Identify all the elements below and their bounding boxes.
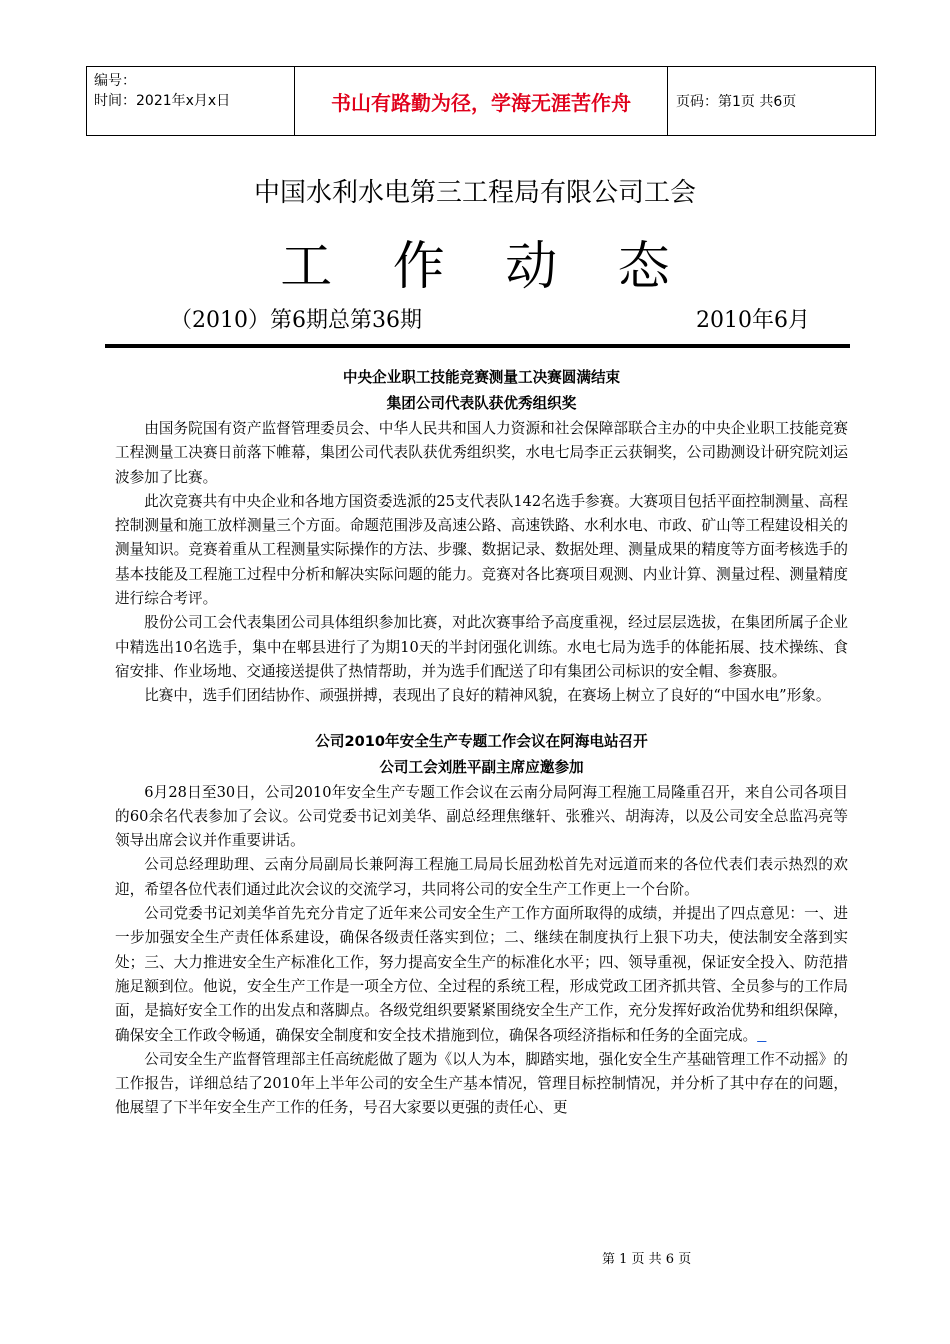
page-footer: 第 1 页 共 6 页: [602, 1252, 692, 1267]
org-title: 中国水利水电第三工程局有限公司工会: [253, 178, 696, 208]
paragraph: 6月28日至30日，公司2010年安全生产专题工作会议在云南分局阿海工程施工局隆重召开，来自公司各项目的60余名代表参加了会议。公司党委书记刘美华、副总经理焦继轩、张雅兴、胡海涛，以及公司安全总监冯亮等领导出席会议并作重要讲话。: [115, 783, 848, 850]
number-label: 编号：: [94, 73, 136, 89]
article-body: [115, 365, 848, 1121]
article-2-title: 公司2010年安全生产专题工作会议在阿海电站召开: [315, 732, 648, 750]
masthead-divider: [105, 344, 850, 348]
paragraph: 此次竞赛共有中央企业和各地方国资委选派的25支代表队142名选手参赛。大赛项目包括平面控制测量、高程控制测量和施工放样测量三个方面。命题范围涉及高速公路、高速铁路、水利水电、市政、矿山等工程建设相关的测量知识。竞赛着重从工程测量实际操作的方法、步骤、数据记录、数据处理、测量成果的精度等方面考核选手的基本技能及工程施工过程中分析和解决实际问题的能力。竞赛对各比赛项目观测、内业计算、测量过程、测量精度进行综合考评。: [115, 492, 848, 608]
article-1-title: 中央企业职工技能竞赛测量工决赛圆满结束: [342, 369, 621, 386]
text-cursor: [757, 1027, 766, 1044]
paragraph: 公司党委书记刘美华首先充分肯定了近年来公司安全生产工作方面所取得的成绩，并提出了四点意见：一、进一步加强安全生产责任体系建设，确保各级责任落实到位；二、继续在制度执行上狠下功夫，使法制安全落到实处；三、大力推进安全生产标准化工作，努力提高安全生产的标准化水平；四、领导重视，保证安全投入、防范措施足额到位。他说，安全生产工作是一项全方位、全过程的系统工程，形成党政工团齐抓共管、全员参与的工作局面，是搞好安全工作的出发点和落脚点。各级党组织要紧紧围绕安全生产工作，充分发挥好政治优势和组织保障，确保安全工作政令畅通，确保安全制度和安全技术措施到位，确保各项经济指标和任务的全面完成。: [115, 905, 848, 1044]
paragraph-with-cursor: [115, 902, 848, 1048]
masthead-title: 工 作 动 态: [280, 237, 692, 297]
article-2: [115, 729, 848, 1121]
article-1: [115, 365, 848, 709]
article-2-subtitle: 公司工会刘胜平副主席应邀参加: [379, 758, 584, 776]
header-page-info: 页码：第1页 共6页: [668, 67, 876, 136]
header-slogan: 书山有路勤为径，学海无涯苦作舟: [295, 67, 668, 136]
issue-number: （2010）第6期总第36期: [170, 308, 422, 333]
paragraph: 比赛中，选手们团结协作、顽强拼搏，表现出了良好的精神风貌，在赛场上树立了良好的“中国水电”形象。: [144, 687, 831, 705]
paragraph: 由国务院国有资产监督管理委员会、中华人民共和国人力资源和社会保障部联合主办的中央企业职工技能竞赛工程测量工决赛日前落下帷幕，集团公司代表队获优秀组织奖，水电七局李正云获铜奖，公司勘测设计研究院刘运波参加了比赛。: [115, 420, 848, 486]
paragraph: 股份公司工会代表集团公司具体组织参加比赛，对此次赛事给予高度重视，经过层层选拔，在集团所属子企业中精选出10名选手，集中在郫县进行了为期10天的半封闭强化训练。水电七局为选手的体能拓展、技术操练、食宿安排、作业场地、交通接送提供了热情帮助，并为选手们配送了印有集团公司标识的安全帽、参赛服。: [115, 614, 848, 680]
paragraph: 公司安全生产监督管理部主任高统彪做了题为《以人为本，脚踏实地，强化安全生产基础管理工作不动摇》的工作报告，详细总结了2010年上半年公司的安全生产基本情况，管理目标控制情况，并分析了其中存在的问题，他展望了下半年安全生产工作的任务，号召大家要以更强的责任心、更: [115, 1050, 848, 1117]
paragraph: 公司总经理助理、云南分局副局长兼阿海工程施工局局长屈劲松首先对远道而来的各位代表们表示热烈的欢迎，希望各位代表们通过此次会议的交流学习，共同将公司的安全生产工作更上一个台阶。: [115, 856, 848, 898]
header-table: [86, 66, 876, 136]
time-label: 时间：2021年x月x日: [94, 93, 231, 109]
article-gap: [115, 709, 848, 729]
article-1-subtitle: 集团公司代表队获优秀组织奖: [386, 395, 577, 412]
issue-date: 2010年6月: [696, 308, 810, 333]
header-meta-cell: [87, 67, 295, 136]
issue-line: [170, 303, 810, 334]
